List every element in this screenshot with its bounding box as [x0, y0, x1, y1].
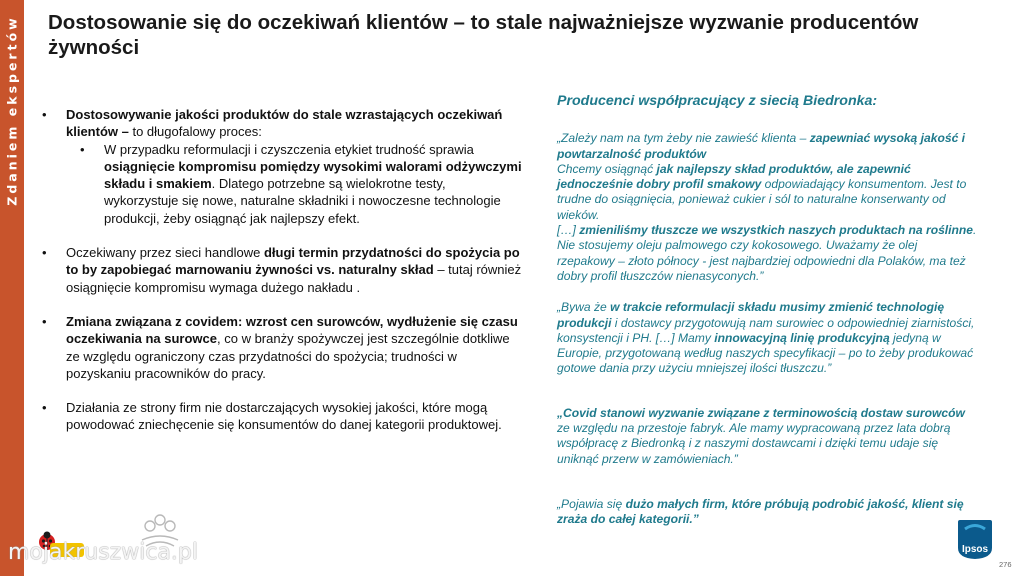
sub-bullet-text: W przypadku reformulacji i czyszczenia etykiet trudność sprawia	[104, 141, 474, 157]
quote-bold: dużo małych firm, które próbują podrobić jakość, klient się zraża do całej kategorii.”	[557, 496, 964, 527]
quote-text: „Pojawia się	[557, 496, 626, 511]
quote-block	[557, 131, 977, 284]
sub-bullet-bold: osiągnięcie kompromisu pomiędzy wysokimi walorami odżywczymi składu i smakiem	[104, 158, 522, 192]
quote-block	[557, 497, 977, 528]
quote-text: „Bywa że	[557, 300, 611, 315]
bullet-icon: •	[42, 107, 47, 122]
bullet-icon: •	[80, 141, 85, 157]
quote-text: . Nie stosujemy oleju palmowego czy kokosowego. Uważamy że olej rzepakowy – złoto północy - jest najbardziej odpowiedni dla Polaków, ma też dobry profil tłuszczów nienasyconych.”	[557, 223, 977, 283]
sidebar-label: Zdaniem ekspertów	[4, 14, 20, 206]
quote-bold: w trakcie reformulacji składu musimy zmienić technologię produkcji	[557, 300, 945, 330]
quote-text: ze względu na przestoje fabryk. Ale mamy wypracowaną przez lata dobrą współpracę z Biedronką i z naszymi dostawcami i dzięki temu udaje się uniknąć przerw w zamówieniach.”	[557, 421, 951, 466]
left-column	[42, 106, 522, 434]
watermark-text: mojakruszwica.pl	[8, 540, 198, 565]
bullet-bold: Dostosowywanie jakości produktów do stale wzrastających oczekiwań klientów –	[66, 107, 503, 140]
bullet-item	[42, 313, 522, 382]
quote-text: […]	[557, 223, 580, 238]
quote-text: „Zależy nam na tym żeby nie zawieść klienta –	[557, 131, 810, 146]
bullet-item	[42, 106, 522, 227]
bullet-bold: długi termin przydatności do spożycia po to by zapobiegać marnowaniu żywności vs. naturalny skład	[66, 245, 520, 278]
bullet-text: Działania ze strony firm nie dostarczających wysokiej jakości, które mogą powodować zniechęcenie się konsumentów do danej kategorii produktowej.	[66, 400, 502, 433]
right-column	[557, 94, 977, 528]
bullet-text: , co w branży spożywczej jest szczególnie dotkliwe ze względu ograniczony czas przydatności do spożycia; trudności w pozyskaniu pracowników do pracy.	[66, 331, 510, 381]
quote-block	[557, 406, 977, 467]
quote-bold: innowacyjną linię produkcyjną	[714, 330, 890, 345]
sidebar-label-wrap	[0, 0, 24, 220]
page-number: 276	[999, 560, 1012, 569]
bullet-item	[42, 244, 522, 296]
sidebar	[0, 0, 24, 576]
sub-bullet-text: . Dlatego potrzebne są wielokrotne testy, wykorzystuje się nowe, naturalne składniki i nowoczesne technologie produkcji, żeby osiągnąć jak najlepszy efekt.	[104, 176, 501, 226]
bullet-icon: •	[42, 245, 47, 261]
quote-bold: zapewniać wysoką jakość i powtarzalność produktów	[557, 131, 966, 161]
bullet-icon: •	[42, 313, 47, 329]
ipsos-logo-text: Ipsos	[961, 544, 989, 555]
quote-bold: „Covid stanowi wyzwanie związane z terminowością dostaw surowców	[557, 405, 965, 420]
bullet-text: to długofalowy proces:	[128, 124, 262, 140]
quote-block	[557, 300, 977, 376]
sub-bullet-item	[66, 141, 522, 227]
page-title: Dostosowanie się do oczekiwań klientów – to stale najważniejsze wyzwanie producentów żywności	[48, 11, 919, 59]
quote-text: odpowiadający konsumentom. Jest to trudne do osiągnięcia, ponieważ cukier i sól to naturalne konserwanty od wieków.	[557, 177, 967, 222]
bullet-item	[42, 399, 522, 434]
quote-text: Chcemy osiągnąć	[557, 161, 657, 176]
quote-bold: zmieniliśmy tłuszcze we wszystkich naszych produktach na roślinne	[579, 223, 974, 238]
quote-text: i dostawcy przygotowują nam surowiec o odpowiedniej ziarnistości, konsystencji i PH. […] Mamy	[557, 315, 975, 345]
quote-text: jedyną w Europie, przygotowaną według naszych specyfikacji – po to żeby produkować gotowe dania przy użyciu mniejszej ilości tłuszczu.”	[557, 330, 974, 376]
quotes-header: Producenci współpracujący z siecią Biedronka:	[557, 93, 878, 109]
ipsos-logo	[957, 518, 993, 560]
bullet-icon: •	[42, 400, 47, 416]
quote-bold: jak najlepszy skład produktów, ale zapewnić jednocześnie dobry profil smakowy	[557, 161, 911, 192]
bullet-text: Oczekiwany przez sieci handlowe	[66, 245, 264, 261]
bullet-text: – tutaj również osiągnięcie kompromisu wymaga dużego nakładu .	[66, 262, 522, 295]
bullet-bold: Zmiana związana z covidem: wzrost cen surowców, wydłużenie się czasu oczekiwania na surowce	[66, 313, 518, 347]
